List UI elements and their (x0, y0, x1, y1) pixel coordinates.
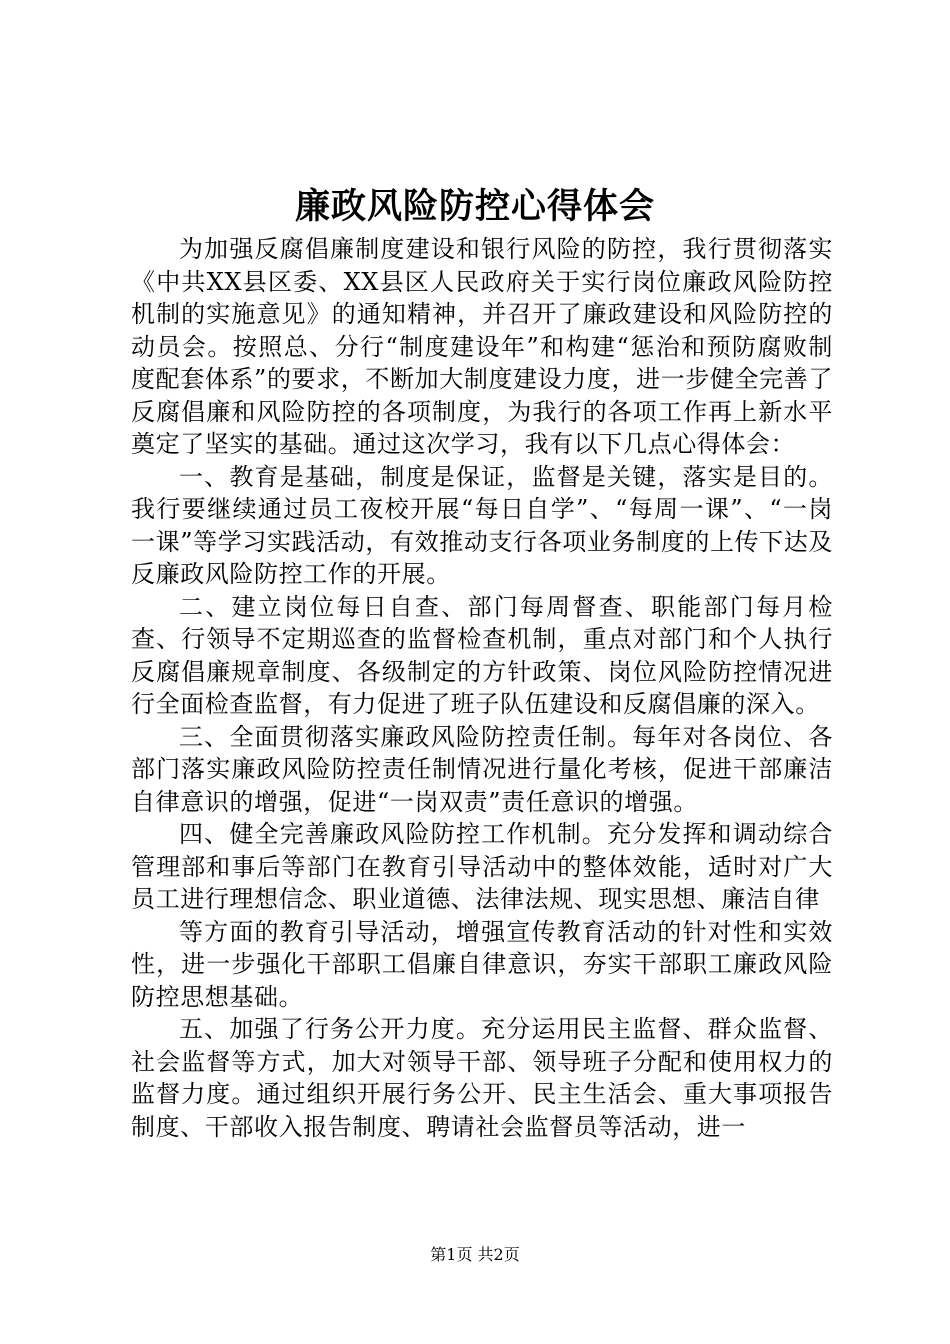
paragraph-point-5: 五、加强了行务公开力度。充分运用民主监督、群众监督、社会监督等方式，加大对领导干部、领导班子分配和使用权力的监督力度。通过组织开展行务公开、民主生活会、重大事项报告制度、干部收入报告制度、聘请社会监督员等活动，进一 (131, 1015, 833, 1141)
paragraph-point-1: 一、教育是基础，制度是保证，监督是关键，落实是目的。我行要继续通过员工夜校开展“每日自学”、“每周一课”、“一岗一课”等学习实践活动，有效推动支行各项业务制度的上传下达及反廉政风险防控工作的开展。 (131, 462, 833, 588)
paragraph-point-4-continued: 等方面的教育引导活动，增强宣传教育活动的针对性和实效性，进一步强化干部职工倡廉自律意识，夯实干部职工廉政风险防控思想基础。 (131, 917, 833, 1011)
paragraph-intro: 为加强反腐倡廉制度建设和银行风险的防控，我行贯彻落实《中共XX县区委、XX县区人民政府关于实行岗位廉政风险防控机制的实施意见》的通知精神，并召开了廉政建设和风险防控的动员会。按照总、分行“制度建设年”和构建“惩治和预防腐败制度配套体系”的要求，不断加大制度建设力度，进一步健全完善了反腐倡廉和风险防控的各项制度，为我行的各项工作再上新水平奠定了坚实的基础。通过这次学习，我有以下几点心得体会： (131, 235, 833, 458)
paragraph-point-3: 三、全面贯彻落实廉政风险防控责任制。每年对各岗位、各部门落实廉政风险防控责任制情况进行量化考核，促进干部廉洁自律意识的增强，促进“一岗双责”责任意识的增强。 (131, 722, 833, 816)
paragraph-point-4: 四、健全完善廉政风险防控工作机制。充分发挥和调动综合管理部和事后等部门在教育引导活动中的整体效能，适时对广大员工进行理想信念、职业道德、法律法规、现实思想、廉洁自律 (131, 820, 833, 913)
page-number-footer: 第1页 共2页 (430, 1245, 520, 1264)
paragraph-point-2: 二、建立岗位每日自查、部门每周督查、职能部门每月检查、行领导不定期巡查的监督检查机制，重点对部门和个人执行反腐倡廉规章制度、各级制定的方针政策、岗位风险防控情况进行全面检查监督，有力促进了班子队伍建设和反腐倡廉的深入。 (131, 592, 833, 718)
document-body (131, 233, 833, 1143)
document-title: 廉政风险防控心得体会 (294, 186, 655, 227)
